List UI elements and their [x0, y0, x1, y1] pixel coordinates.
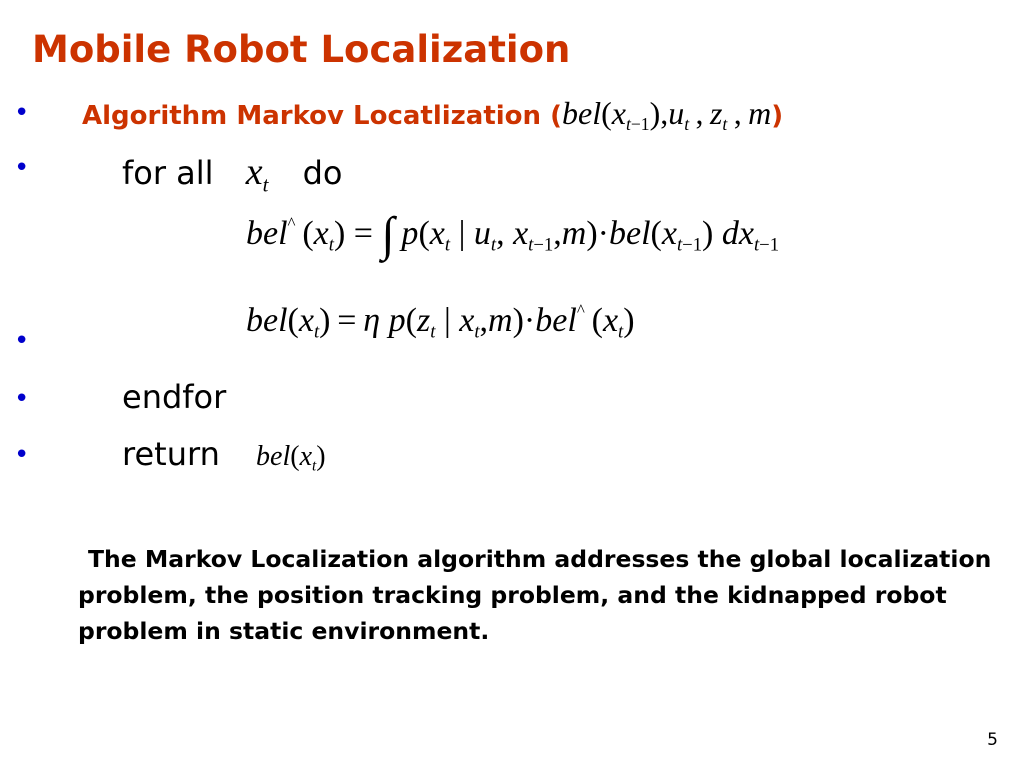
bullet-dot: • — [14, 440, 30, 470]
page-number: 5 — [987, 730, 998, 750]
algorithm-label: Algorithm Markov Locatlization — [82, 101, 551, 131]
do-text: do — [302, 154, 343, 192]
for-all-text: for all — [122, 154, 214, 192]
bullet-dot: • — [14, 384, 30, 414]
bullet-dot: • — [14, 326, 30, 356]
algorithm-heading — [82, 95, 784, 135]
bullet-dot: • — [14, 153, 30, 183]
algorithm-args-formula: $bel(x_{t-1}),u_t$ , $z_t$ , m — [562, 95, 772, 135]
close-paren: ) — [771, 101, 784, 131]
endfor-text: endfor — [122, 378, 227, 416]
bullet-dot: • — [14, 98, 30, 128]
slide-title: Mobile Robot Localization — [32, 28, 571, 71]
for-all-line — [122, 150, 343, 197]
prediction-equation: bel^ $(x_t)$ = ∫ $p(x_t$ | $u_t$, $x_{t-1},m)\cdot bel(x_{t-1})$ $dx_{t-1}$ — [246, 207, 780, 261]
correction-equation: $bel(x_t) = \eta$ $p(z_t$ | $x_t,m)\cdot bel^{\^{}}$ $(x_t)$ — [246, 300, 635, 343]
xt-formula: $x_t$ — [245, 151, 269, 197]
return-text: return — [122, 435, 220, 473]
explanatory-note: The Markov Localization algorithm addresses the global localization problem, the position tracking problem, and the kidnapped robot problem in static environment. — [78, 545, 992, 645]
open-paren: ( — [550, 101, 562, 131]
return-formula: $bel(x_t)$ — [256, 441, 326, 475]
return-line — [122, 435, 326, 473]
